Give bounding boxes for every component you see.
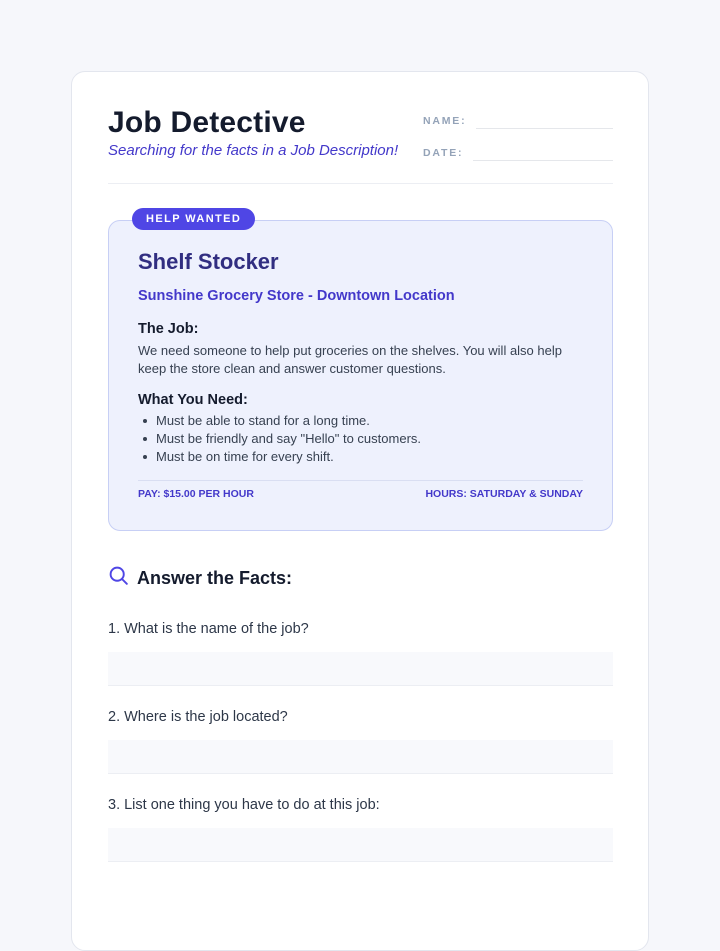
question-1: 1. What is the name of the job? [108, 621, 309, 637]
date-line[interactable] [473, 160, 613, 161]
list-item: Must be able to stand for a long time. [138, 412, 578, 430]
needs-section-heading: What You Need: [138, 392, 248, 408]
page-subtitle: Searching for the facts in a Job Description! [108, 142, 399, 159]
job-posting-card [108, 213, 613, 531]
hours-info: HOURS: SATURDAY & SUNDAY [425, 488, 583, 500]
job-description: We need someone to help put groceries on the shelves. You will also help keep the store clean and answer customer questions. [138, 343, 562, 376]
name-label: NAME: [423, 115, 467, 127]
answer-field-2[interactable] [108, 740, 613, 774]
worksheet-page [71, 71, 649, 951]
answer-field-3[interactable] [108, 828, 613, 862]
job-title: Shelf Stocker [138, 249, 279, 274]
name-line[interactable] [476, 128, 613, 129]
name-field[interactable] [423, 110, 613, 130]
list-item: Must be friendly and say "Hello" to customers. [138, 430, 578, 448]
pay-info: PAY: $15.00 PER HOUR [138, 488, 254, 500]
needs-list [138, 412, 578, 466]
date-label: DATE: [423, 147, 464, 159]
job-section-heading: The Job: [138, 321, 199, 337]
help-wanted-badge: HELP WANTED [132, 208, 255, 230]
question-3: 3. List one thing you have to do at this job: [108, 797, 380, 813]
page-title: Job Detective [108, 106, 306, 139]
question-2: 2. Where is the job located? [108, 709, 288, 725]
search-icon [108, 565, 129, 591]
card-divider [138, 480, 583, 481]
header-divider [108, 183, 613, 184]
answer-section-title: Answer the Facts: [137, 567, 293, 588]
answer-section-header [108, 566, 292, 590]
job-employer: Sunshine Grocery Store - Downtown Location [138, 288, 455, 304]
date-field[interactable] [423, 142, 613, 162]
answer-field-1[interactable] [108, 652, 613, 686]
list-item: Must be on time for every shift. [138, 448, 578, 466]
